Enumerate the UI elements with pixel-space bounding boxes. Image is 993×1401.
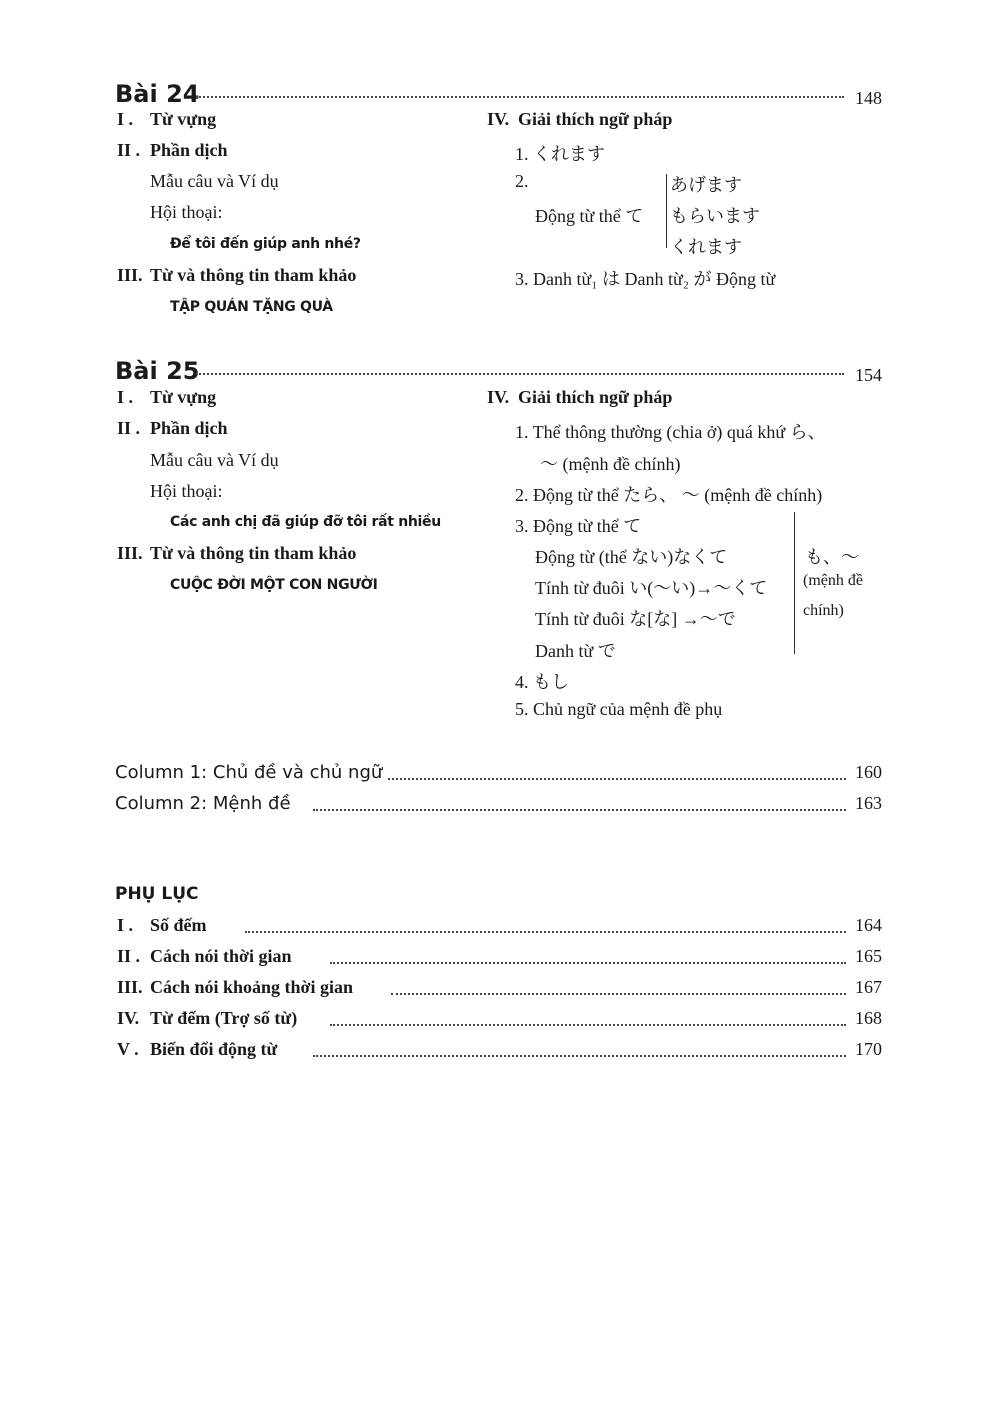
appendix-label[interactable]: Cách nói thời gian [150, 946, 292, 966]
grammar-point[interactable]: 3. Động từ thể て [515, 516, 642, 536]
section-grammar[interactable]: Giải thích ngữ pháp [518, 109, 673, 129]
grammar-point-num: 2. [515, 171, 529, 191]
section-translation[interactable]: Phần dịch [150, 418, 228, 438]
section-num: III. [117, 543, 143, 563]
appendix-num: IV. [117, 1008, 140, 1028]
section-vocab[interactable]: Từ vựng [150, 109, 217, 129]
grammar-option: あげます [670, 175, 742, 195]
grammar-point[interactable]: 4. もし [515, 672, 569, 692]
section-vocab[interactable]: Từ vựng [150, 387, 217, 407]
leader-dots [330, 962, 846, 964]
lesson-25-title[interactable]: Bài 25 [115, 357, 200, 385]
grammar-option: くれます [670, 237, 742, 257]
appendix-page: 164 [855, 915, 882, 935]
lesson-25-page: 154 [855, 365, 882, 385]
leader-dots [313, 1055, 846, 1057]
appendix-num: II . [117, 946, 141, 966]
section-reference[interactable]: Từ và thông tin tham khảo [150, 265, 357, 285]
column-2-title[interactable]: Column 2: Mệnh đề [115, 793, 291, 814]
leader-dots [388, 778, 846, 780]
appendix-num: I . [117, 915, 134, 935]
brace [794, 512, 795, 654]
grammar-result: chính) [803, 602, 844, 619]
reference-title[interactable]: CUỘC ĐỜI MỘT CON NGƯỜI [170, 577, 378, 593]
appendix-label[interactable]: Biến đổi động từ [150, 1039, 278, 1059]
section-num: III. [117, 265, 143, 285]
leader-dots [391, 993, 846, 995]
leader-dots [196, 373, 844, 375]
grammar-option: もらいます [670, 206, 760, 226]
grammar-point[interactable]: 3. Danh từ₁ は Danh từ₂ が Động từ [515, 269, 776, 289]
appendix-label[interactable]: Số đếm [150, 915, 207, 935]
appendix-label[interactable]: Từ đếm (Trợ số từ) [150, 1008, 298, 1028]
sample-sentences[interactable]: Mẫu câu và Ví dụ [150, 450, 279, 470]
section-num: IV. [487, 109, 510, 129]
section-num: I . [117, 387, 134, 407]
grammar-subline: Danh từ で [535, 641, 616, 661]
grammar-point-cont: ～ (mệnh đề chính) [540, 454, 681, 474]
appendix-label[interactable]: Cách nói khoảng thời gian [150, 977, 354, 997]
grammar-subline: Tính từ đuôi な[な] →～で [535, 609, 736, 629]
grammar-point[interactable]: Động từ thể て [535, 206, 644, 226]
appendix-title[interactable]: PHỤ LỤC [115, 884, 199, 904]
appendix-page: 168 [855, 1008, 882, 1028]
dialog-title[interactable]: Để tôi đến giúp anh nhé? [170, 236, 361, 252]
leader-dots [245, 931, 846, 933]
column-2-page: 163 [855, 793, 882, 813]
section-grammar[interactable]: Giải thích ngữ pháp [518, 387, 673, 407]
section-num: I . [117, 109, 134, 129]
appendix-page: 167 [855, 977, 882, 997]
dialog-label: Hội thoại: [150, 481, 223, 501]
grammar-point[interactable]: 5. Chủ ngữ của mệnh đề phụ [515, 699, 723, 719]
column-1-page: 160 [855, 762, 882, 782]
section-num: II . [117, 140, 141, 160]
dialog-label: Hội thoại: [150, 202, 223, 222]
grammar-result: も、～ [805, 547, 859, 567]
appendix-num: III. [117, 977, 143, 997]
brace [666, 174, 667, 248]
grammar-point[interactable]: 1. くれます [515, 144, 605, 164]
grammar-subline: Tính từ đuôi い(～い)→～くて [535, 578, 768, 598]
section-reference[interactable]: Từ và thông tin tham khảo [150, 543, 357, 563]
leader-dots [330, 1024, 846, 1026]
grammar-subline: Động từ (thể ない)なくて [535, 547, 728, 567]
appendix-num: V . [117, 1039, 139, 1059]
lesson-24-page: 148 [855, 88, 882, 108]
lesson-24-title[interactable]: Bài 24 [115, 80, 200, 108]
column-1-title[interactable]: Column 1: Chủ đề và chủ ngữ [115, 762, 383, 783]
appendix-page: 165 [855, 946, 882, 966]
leader-dots [196, 96, 844, 98]
grammar-point[interactable]: 2. Động từ thể たら、 ～ (mệnh đề chính) [515, 485, 823, 505]
section-translation[interactable]: Phần dịch [150, 140, 228, 160]
appendix-page: 170 [855, 1039, 882, 1059]
leader-dots [313, 809, 846, 811]
section-num: II . [117, 418, 141, 438]
sample-sentences[interactable]: Mẫu câu và Ví dụ [150, 171, 279, 191]
reference-title[interactable]: TẬP QUÁN TẶNG QUÀ [170, 299, 333, 315]
dialog-title[interactable]: Các anh chị đã giúp đỡ tôi rất nhiều [170, 514, 441, 530]
section-num: IV. [487, 387, 510, 407]
grammar-point[interactable]: 1. Thể thông thường (chia ở) quá khứ ら、 [515, 422, 826, 442]
grammar-result: (mệnh đề [803, 572, 863, 589]
